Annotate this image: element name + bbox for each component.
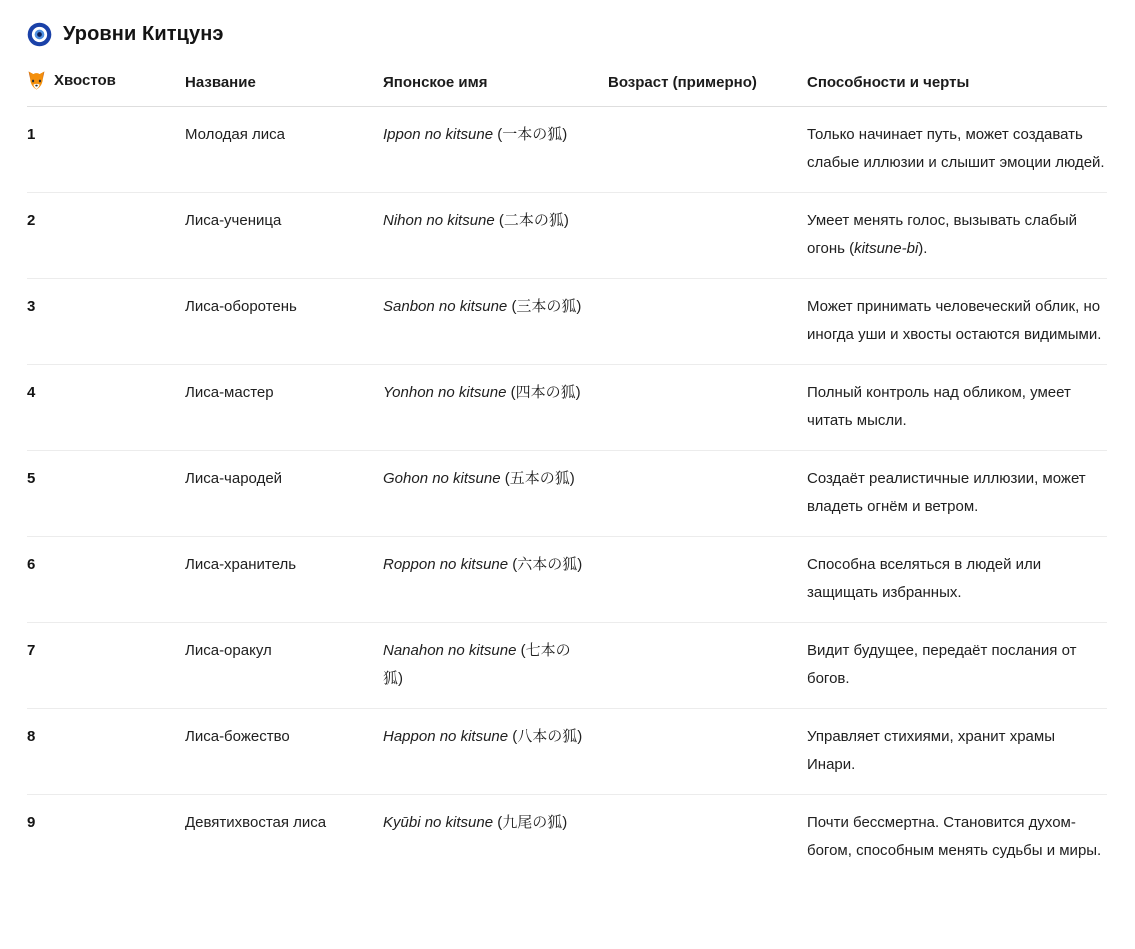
cell-name: Лиса-ученица xyxy=(185,193,383,279)
cell-tails: 4 xyxy=(27,365,185,451)
cell-age xyxy=(608,279,807,365)
kitsune-levels-table xyxy=(27,65,1107,880)
cell-name: Лиса-оборотень xyxy=(185,279,383,365)
cell-age xyxy=(608,107,807,193)
cell-age xyxy=(608,795,807,881)
cell-tails: 8 xyxy=(27,709,185,795)
cell-abilities: Полный контроль над обликом, умеет читать мысли. xyxy=(807,365,1107,451)
cell-abilities: Управляет стихиями, хранит храмы Инари. xyxy=(807,709,1107,795)
fox-icon xyxy=(27,71,46,90)
column-header-abilities: Способности и черты xyxy=(807,65,1107,107)
table-row xyxy=(27,623,1107,709)
cell-japanese-name: Roppon no kitsune (六本の狐) xyxy=(383,537,608,623)
cell-japanese-name: Gohon no kitsune (五本の狐) xyxy=(383,451,608,537)
cell-age xyxy=(608,709,807,795)
table-row xyxy=(27,193,1107,279)
cell-japanese-name: Nihon no kitsune (二本の狐) xyxy=(383,193,608,279)
cell-name: Лиса-мастер xyxy=(185,365,383,451)
cell-age xyxy=(608,193,807,279)
cell-abilities: Может принимать человеческий облик, но иногда уши и хвосты остаются видимыми. xyxy=(807,279,1107,365)
cell-name: Девятихвостая лиса xyxy=(185,814,327,831)
table-row xyxy=(27,795,1107,881)
cell-tails: 3 xyxy=(27,279,185,365)
cell-name: Молодая лиса xyxy=(185,107,383,193)
column-header-name: Название xyxy=(185,65,383,107)
cell-age xyxy=(608,365,807,451)
column-label-tails: Хвостов xyxy=(54,72,116,89)
cell-tails: 9 xyxy=(27,814,36,831)
cell-tails: 1 xyxy=(27,107,185,193)
cell-japanese-name: Nanahon no kitsune (七本の狐) xyxy=(383,623,608,709)
cell-age xyxy=(608,451,807,537)
cell-age xyxy=(608,537,807,623)
cell-abilities: Почти бессмертна. Становится духом-богом, способным менять судьбы и миры. xyxy=(807,814,1102,859)
cell-name: Лиса-чародей xyxy=(185,451,383,537)
cell-japanese-name: Sanbon no kitsune (三本の狐) xyxy=(383,279,608,365)
cell-abilities: Создаёт реалистичные иллюзии, может владеть огнём и ветром. xyxy=(807,451,1107,537)
column-header-tails xyxy=(27,65,185,107)
table-row xyxy=(27,279,1107,365)
page-header xyxy=(27,22,1107,47)
cell-tails: 2 xyxy=(27,193,185,279)
table-row xyxy=(27,107,1107,193)
cell-name: Лиса-хранитель xyxy=(185,537,383,623)
cell-name: Лиса-божество xyxy=(185,709,383,795)
cell-abilities: Только начинает путь, может создавать слабые иллюзии и слышит эмоции людей. xyxy=(807,107,1107,193)
cell-tails: 5 xyxy=(27,451,185,537)
table-body xyxy=(27,107,1107,881)
table-row xyxy=(27,537,1107,623)
cell-japanese-name: Ippon no kitsune (一本の狐) xyxy=(383,107,608,193)
cell-abilities: Видит будущее, передаёт послания от богов. xyxy=(807,623,1107,709)
cell-name: Лиса-оракул xyxy=(185,623,383,709)
table-header-row xyxy=(27,65,1107,107)
cell-tails: 7 xyxy=(27,623,185,709)
table-row xyxy=(27,709,1107,795)
nazar-amulet-icon xyxy=(27,22,52,47)
table-row xyxy=(27,451,1107,537)
table-row xyxy=(27,365,1107,451)
cell-abilities: Умеет менять голос, вызывать слабый огонь (kitsune-bi). xyxy=(807,193,1107,279)
cell-japanese-name: Happon no kitsune (八本の狐) xyxy=(383,709,608,795)
page-title: Уровни Китцунэ xyxy=(63,23,224,45)
cell-age xyxy=(608,623,807,709)
cell-japanese-name: Kyūbi no kitsune (九尾の狐) xyxy=(383,814,568,831)
cell-abilities: Способна вселяться в людей или защищать избранных. xyxy=(807,537,1107,623)
cell-tails: 6 xyxy=(27,537,185,623)
column-header-japanese-name: Японское имя xyxy=(383,65,608,107)
cell-japanese-name: Yonhon no kitsune (四本の狐) xyxy=(383,365,608,451)
column-header-age: Возраст (примерно) xyxy=(608,65,807,107)
